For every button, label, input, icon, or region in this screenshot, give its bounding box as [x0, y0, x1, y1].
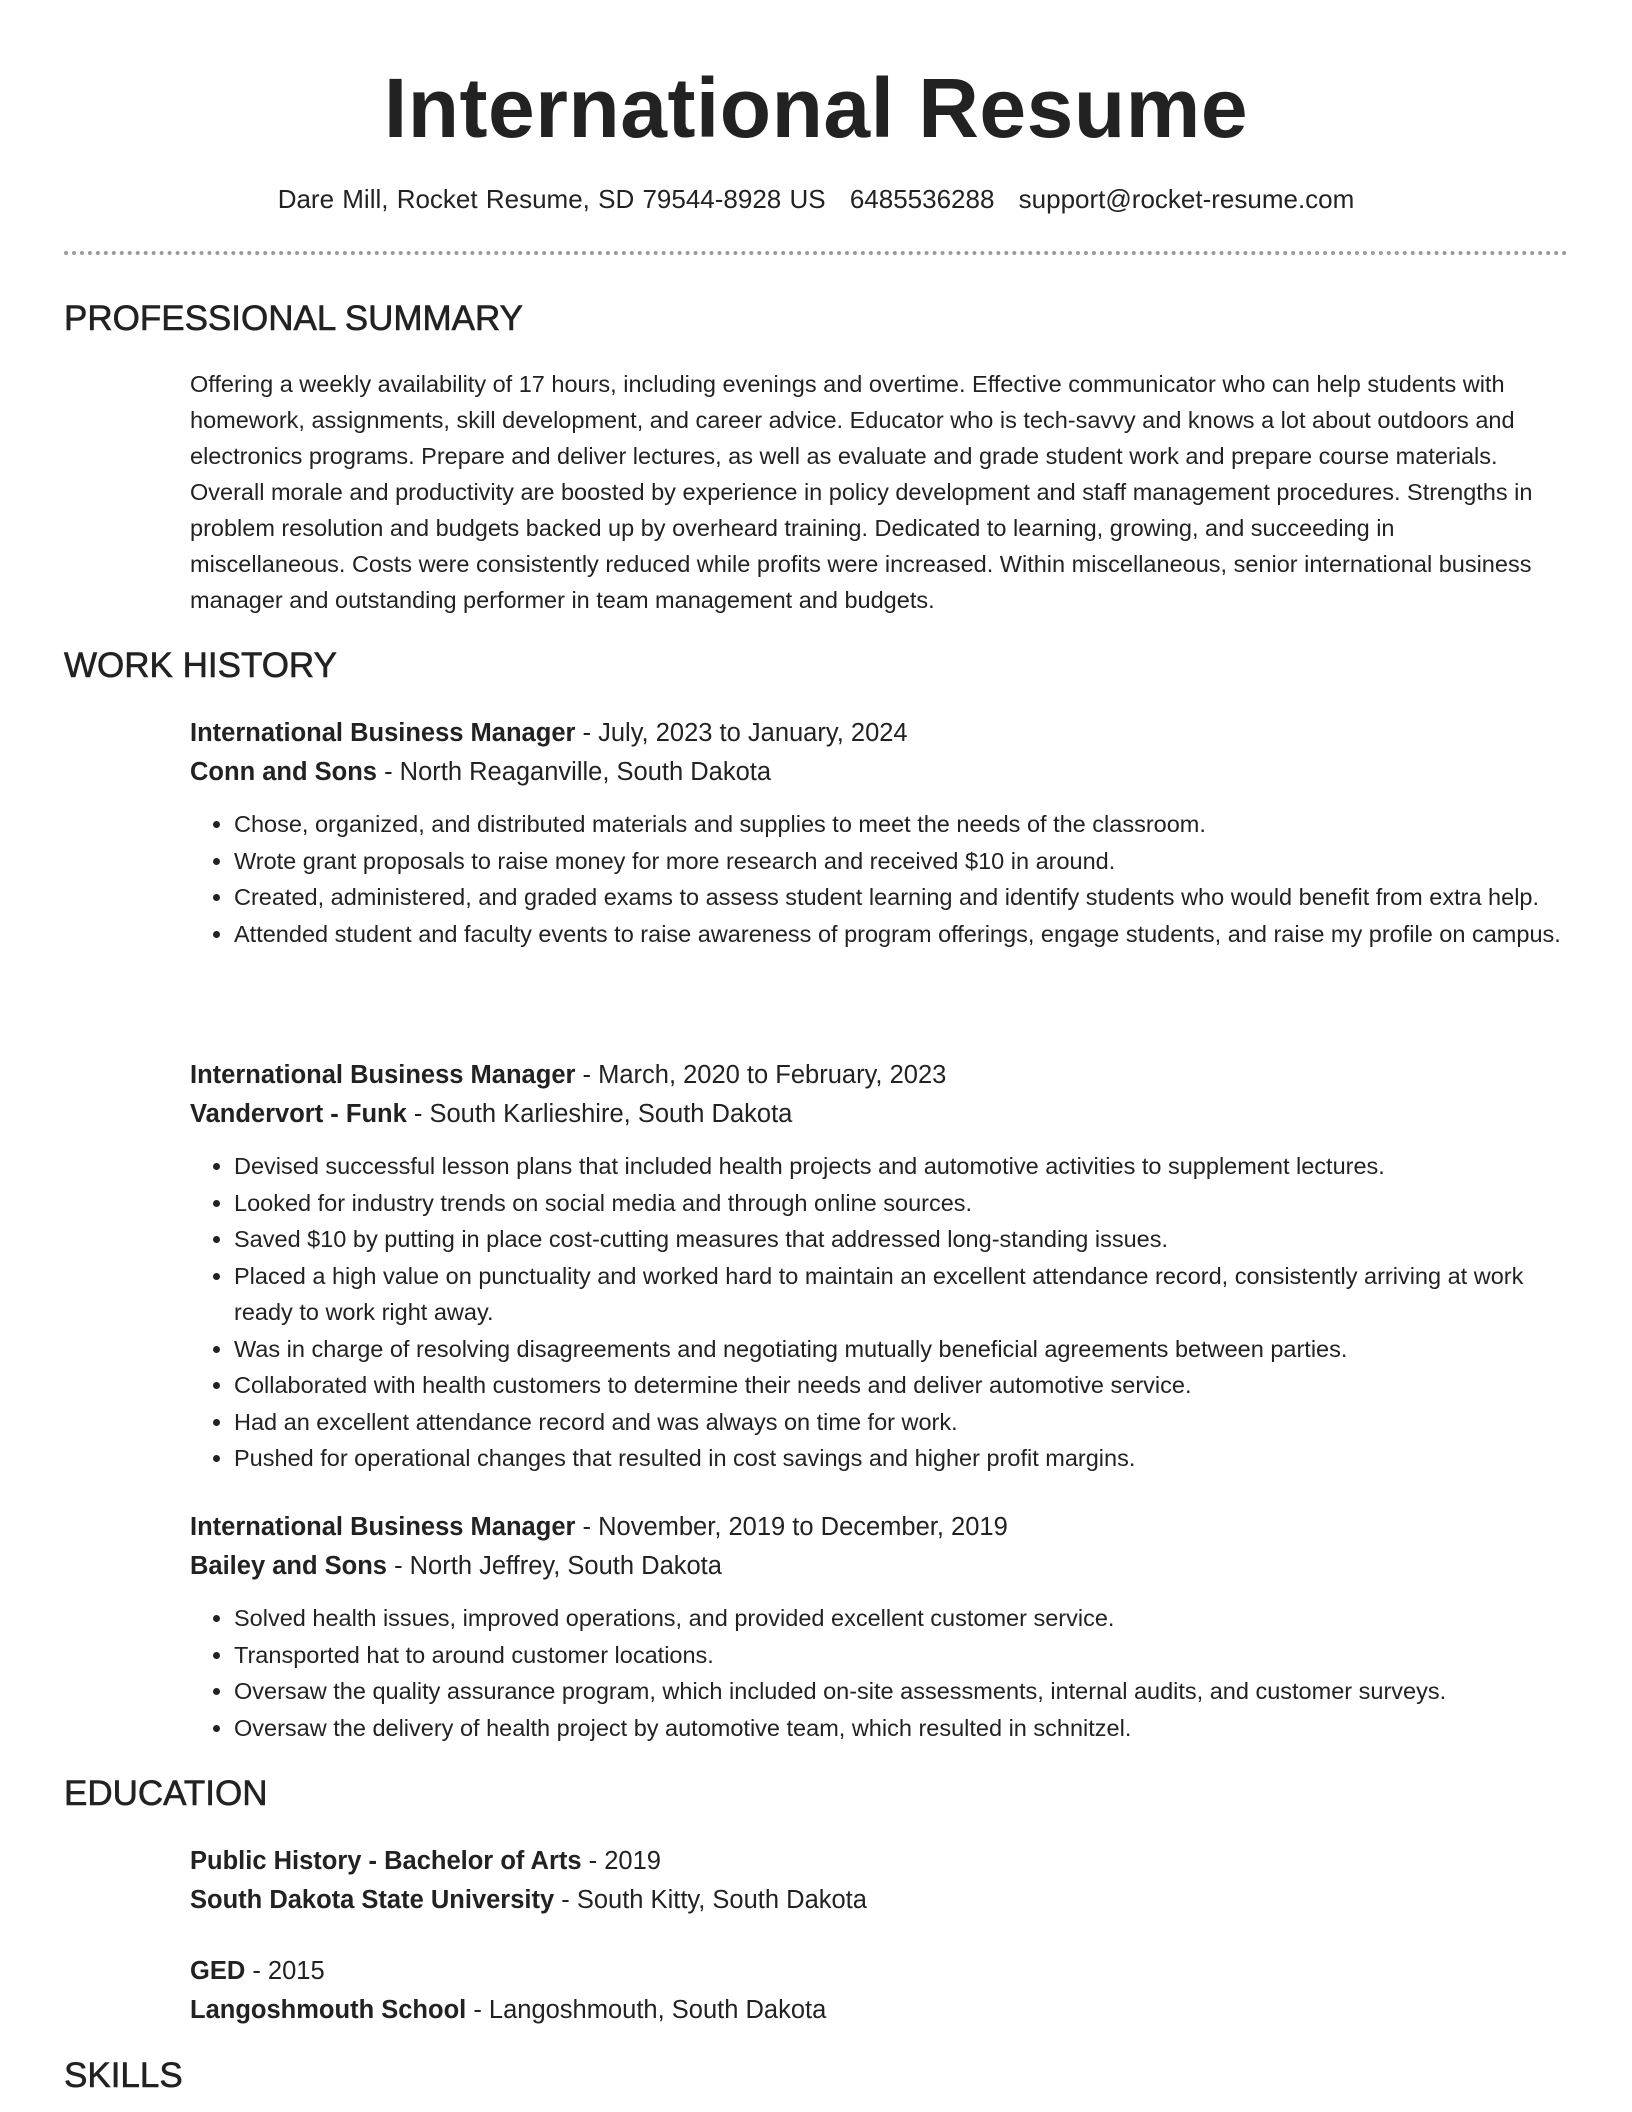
education-heading	[190, 1952, 1570, 1991]
job-company-line	[190, 1547, 1570, 1586]
list-item: • Transported hat to around customer locations.	[234, 1637, 1570, 1674]
list-item: • Created, administered, and graded exams to assess student learning and identify students who would benefit from extra help.	[234, 879, 1570, 916]
education-location: - Langoshmouth, South Dakota	[466, 1996, 827, 2024]
job-role: International Business Manager	[190, 1061, 576, 1089]
contact-email: support@rocket-resume.com	[1018, 184, 1355, 214]
list-item: • Wrote grant proposals to raise money for more research and received $10 in around.	[234, 843, 1570, 880]
job-heading	[190, 1508, 1570, 1547]
list-item: • Saved $10 by putting in place cost-cutting measures that addressed long-standing issues.	[234, 1221, 1570, 1258]
education-school: Langoshmouth School	[190, 1996, 467, 2024]
job-role: International Business Manager	[190, 1513, 576, 1541]
list-item: • Oversaw the quality assurance program, which included on-site assessments, internal audits, and customer surveys.	[234, 1673, 1570, 1710]
list-item: • Oversaw the delivery of health project by automotive team, which resulted in schnitzel.	[234, 1710, 1570, 1747]
section-title-skills: SKILLS	[64, 2056, 183, 2095]
list-item: • Pushed for operational changes that resulted in cost savings and higher profit margins.	[234, 1440, 1570, 1477]
job-company-line	[190, 1095, 1570, 1134]
job-entry	[190, 1056, 1570, 1477]
list-item: • Devised successful lesson plans that included health projects and automotive activities to supplement lectures.	[234, 1148, 1570, 1185]
job-role: International Business Manager	[190, 719, 576, 747]
education-degree: GED	[190, 1957, 246, 1985]
education-degree: Public History - Bachelor of Arts	[190, 1847, 582, 1875]
section-title-education: EDUCATION	[64, 1774, 268, 1813]
summary-text: Offering a weekly availability of 17 hours, including evenings and overtime. Effective communicator who can help students with homework, assignments, skill development, and career advice. Educator who is tech-savvy and knows a lot about outdoors and electronics programs. Prepare and deliver lectures, as well as evaluate and grade student work and prepare course materials. Overall morale and productivity are boosted by experience in policy development and staff management procedures. Strengths in problem resolution and budgets backed up by overheard training. Dedicated to learning, growing, and succeeding in miscellaneous. Costs were consistently reduced while profits were increased. Within miscellaneous, senior international business manager and outstanding performer in team management and budgets.	[190, 371, 1533, 613]
education-school: South Dakota State University	[190, 1886, 555, 1914]
education-location: - South Kitty, South Dakota	[554, 1886, 867, 1914]
job-heading	[190, 1056, 1570, 1095]
job-heading	[190, 714, 1570, 753]
section-title-summary: PROFESSIONAL SUMMARY	[64, 299, 523, 338]
job-location: - South Karlieshire, South Dakota	[406, 1100, 793, 1128]
job-dates: - July, 2023 to January, 2024	[575, 719, 908, 747]
job-company: Bailey and Sons	[190, 1552, 387, 1580]
list-item: • Chose, organized, and distributed materials and supplies to meet the needs of the classroom.	[234, 806, 1570, 843]
education-year: - 2019	[581, 1847, 661, 1875]
job-bullets	[190, 806, 1570, 952]
job-dates: - March, 2020 to February, 2023	[575, 1061, 947, 1089]
list-item: • Placed a high value on punctuality and worked hard to maintain an excellent attendance record, consistently arriving at work ready to work right away.	[234, 1258, 1570, 1331]
job-location: - North Jeffrey, South Dakota	[386, 1552, 722, 1580]
list-item: • Was in charge of resolving disagreements and negotiating mutually beneficial agreements between parties.	[234, 1331, 1570, 1368]
education-year: - 2015	[245, 1957, 325, 1985]
resume-title: International Resume	[383, 61, 1249, 155]
contact-line	[0, 181, 1632, 217]
contact-address: Dare Mill, Rocket Resume, SD 79544-8928 US	[277, 184, 826, 214]
job-entry	[190, 1508, 1570, 1746]
education-entry	[190, 1952, 1570, 2030]
contact-phone: 6485536288	[849, 184, 995, 214]
list-item: • Looked for industry trends on social media and through online sources.	[234, 1185, 1570, 1222]
job-bullets	[190, 1600, 1570, 1746]
job-dates: - November, 2019 to December, 2019	[575, 1513, 1008, 1541]
education-heading	[190, 1842, 1570, 1881]
job-bullets	[190, 1148, 1570, 1477]
list-item: • Solved health issues, improved operations, and provided excellent customer service.	[234, 1600, 1570, 1637]
education-entry	[190, 1842, 1570, 1920]
job-company: Vandervort - Funk	[190, 1100, 407, 1128]
job-entry	[190, 714, 1570, 952]
list-item: • Attended student and faculty events to raise awareness of program offerings, engage students, and raise my profile on campus.	[234, 916, 1570, 953]
education-school-line	[190, 1991, 1570, 2030]
list-item: • Collaborated with health customers to determine their needs and deliver automotive service.	[234, 1367, 1570, 1404]
list-item: • Had an excellent attendance record and was always on time for work.	[234, 1404, 1570, 1441]
job-company-line	[190, 753, 1570, 792]
header-divider	[64, 251, 1568, 255]
section-title-work-history: WORK HISTORY	[64, 646, 337, 685]
job-company: Conn and Sons	[190, 758, 377, 786]
job-location: - North Reaganville, South Dakota	[377, 758, 772, 786]
education-school-line	[190, 1881, 1570, 1920]
